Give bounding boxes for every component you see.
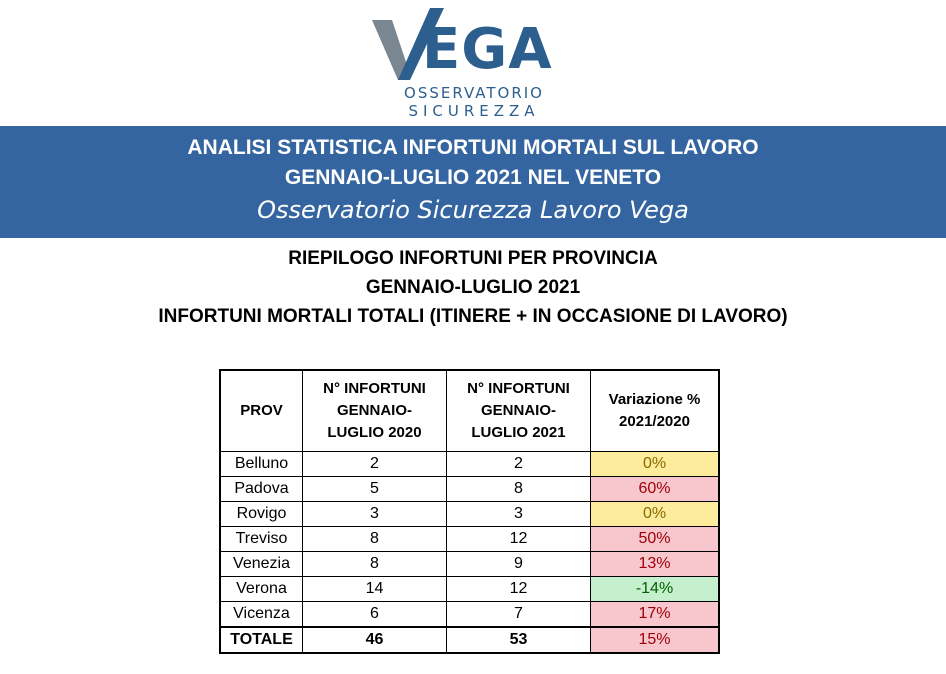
cell-prov: Padova [220, 477, 303, 502]
header-2020-line-2: GENNAIO- [337, 402, 412, 419]
cell-2021: 8 [447, 477, 591, 502]
province-table [219, 369, 720, 654]
table-row [220, 602, 719, 628]
logo-subtitle-1: OSSERVATORIO [404, 84, 544, 102]
cell-2021: 3 [447, 502, 591, 527]
cell-prov: Vicenza [220, 602, 303, 628]
cell-prov: Verona [220, 577, 303, 602]
header-2021 [447, 370, 591, 452]
total-variation: 15% [591, 627, 720, 653]
cell-2020: 3 [303, 502, 447, 527]
cell-2021: 7 [447, 602, 591, 628]
cell-2020: 2 [303, 452, 447, 477]
table-row [220, 477, 719, 502]
cell-2020: 8 [303, 527, 447, 552]
section-heading-1: RIEPILOGO INFORTUNI PER PROVINCIA [288, 248, 658, 269]
header-2021-line-1: N° INFORTUNI [467, 380, 570, 397]
cell-prov: Treviso [220, 527, 303, 552]
logo-subtitle-2: SICUREZZA [408, 102, 540, 120]
table-row [220, 527, 719, 552]
total-label: TOTALE [220, 627, 303, 653]
cell-2021: 9 [447, 552, 591, 577]
cell-2020: 6 [303, 602, 447, 628]
vega-logo [368, 6, 558, 121]
header-2020-line-1: N° INFORTUNI [323, 380, 426, 397]
banner-title-line-2: GENNAIO-LUGLIO 2021 NEL VENETO [284, 166, 662, 189]
cell-2020: 8 [303, 552, 447, 577]
cell-variation: 13% [591, 552, 720, 577]
cell-prov: Rovigo [220, 502, 303, 527]
table-total-row [220, 627, 719, 653]
cell-2020: 5 [303, 477, 447, 502]
header-variation-line-1: Variazione % [608, 391, 701, 408]
header-2020-line-3: LUGLIO 2020 [327, 424, 422, 441]
cell-2021: 2 [447, 452, 591, 477]
cell-variation: -14% [591, 577, 720, 602]
cell-prov: Belluno [220, 452, 303, 477]
cell-2021: 12 [447, 527, 591, 552]
header-2021-line-2: GENNAIO- [481, 402, 556, 419]
table-header-row [220, 370, 719, 452]
cell-variation: 0% [591, 502, 720, 527]
section-heading-2: GENNAIO-LUGLIO 2021 [365, 277, 581, 298]
table-row [220, 577, 719, 602]
cell-2021: 12 [447, 577, 591, 602]
total-2020: 46 [303, 627, 447, 653]
logo-wordmark: EGA [422, 17, 553, 82]
section-heading-3: INFORTUNI MORTALI TOTALI (ITINERE + IN OCCASIONE DI LAVORO) [158, 306, 788, 327]
table-row [220, 452, 719, 477]
header-prov: PROV [220, 370, 303, 452]
cell-variation: 60% [591, 477, 720, 502]
cell-prov: Venezia [220, 552, 303, 577]
title-banner [0, 126, 946, 238]
total-2021: 53 [447, 627, 591, 653]
header-2021-line-3: LUGLIO 2021 [471, 424, 566, 441]
table-row [220, 502, 719, 527]
banner-title-line-1: ANALISI STATISTICA INFORTUNI MORTALI SUL LAVORO [187, 136, 759, 159]
header-variation [591, 370, 720, 452]
cell-variation: 0% [591, 452, 720, 477]
cell-variation: 17% [591, 602, 720, 628]
header-variation-line-2: 2021/2020 [619, 413, 690, 430]
header-2020 [303, 370, 447, 452]
cell-2020: 14 [303, 577, 447, 602]
table-row [220, 552, 719, 577]
cell-variation: 50% [591, 527, 720, 552]
banner-subtitle: Osservatorio Sicurezza Lavoro Vega [257, 196, 689, 224]
